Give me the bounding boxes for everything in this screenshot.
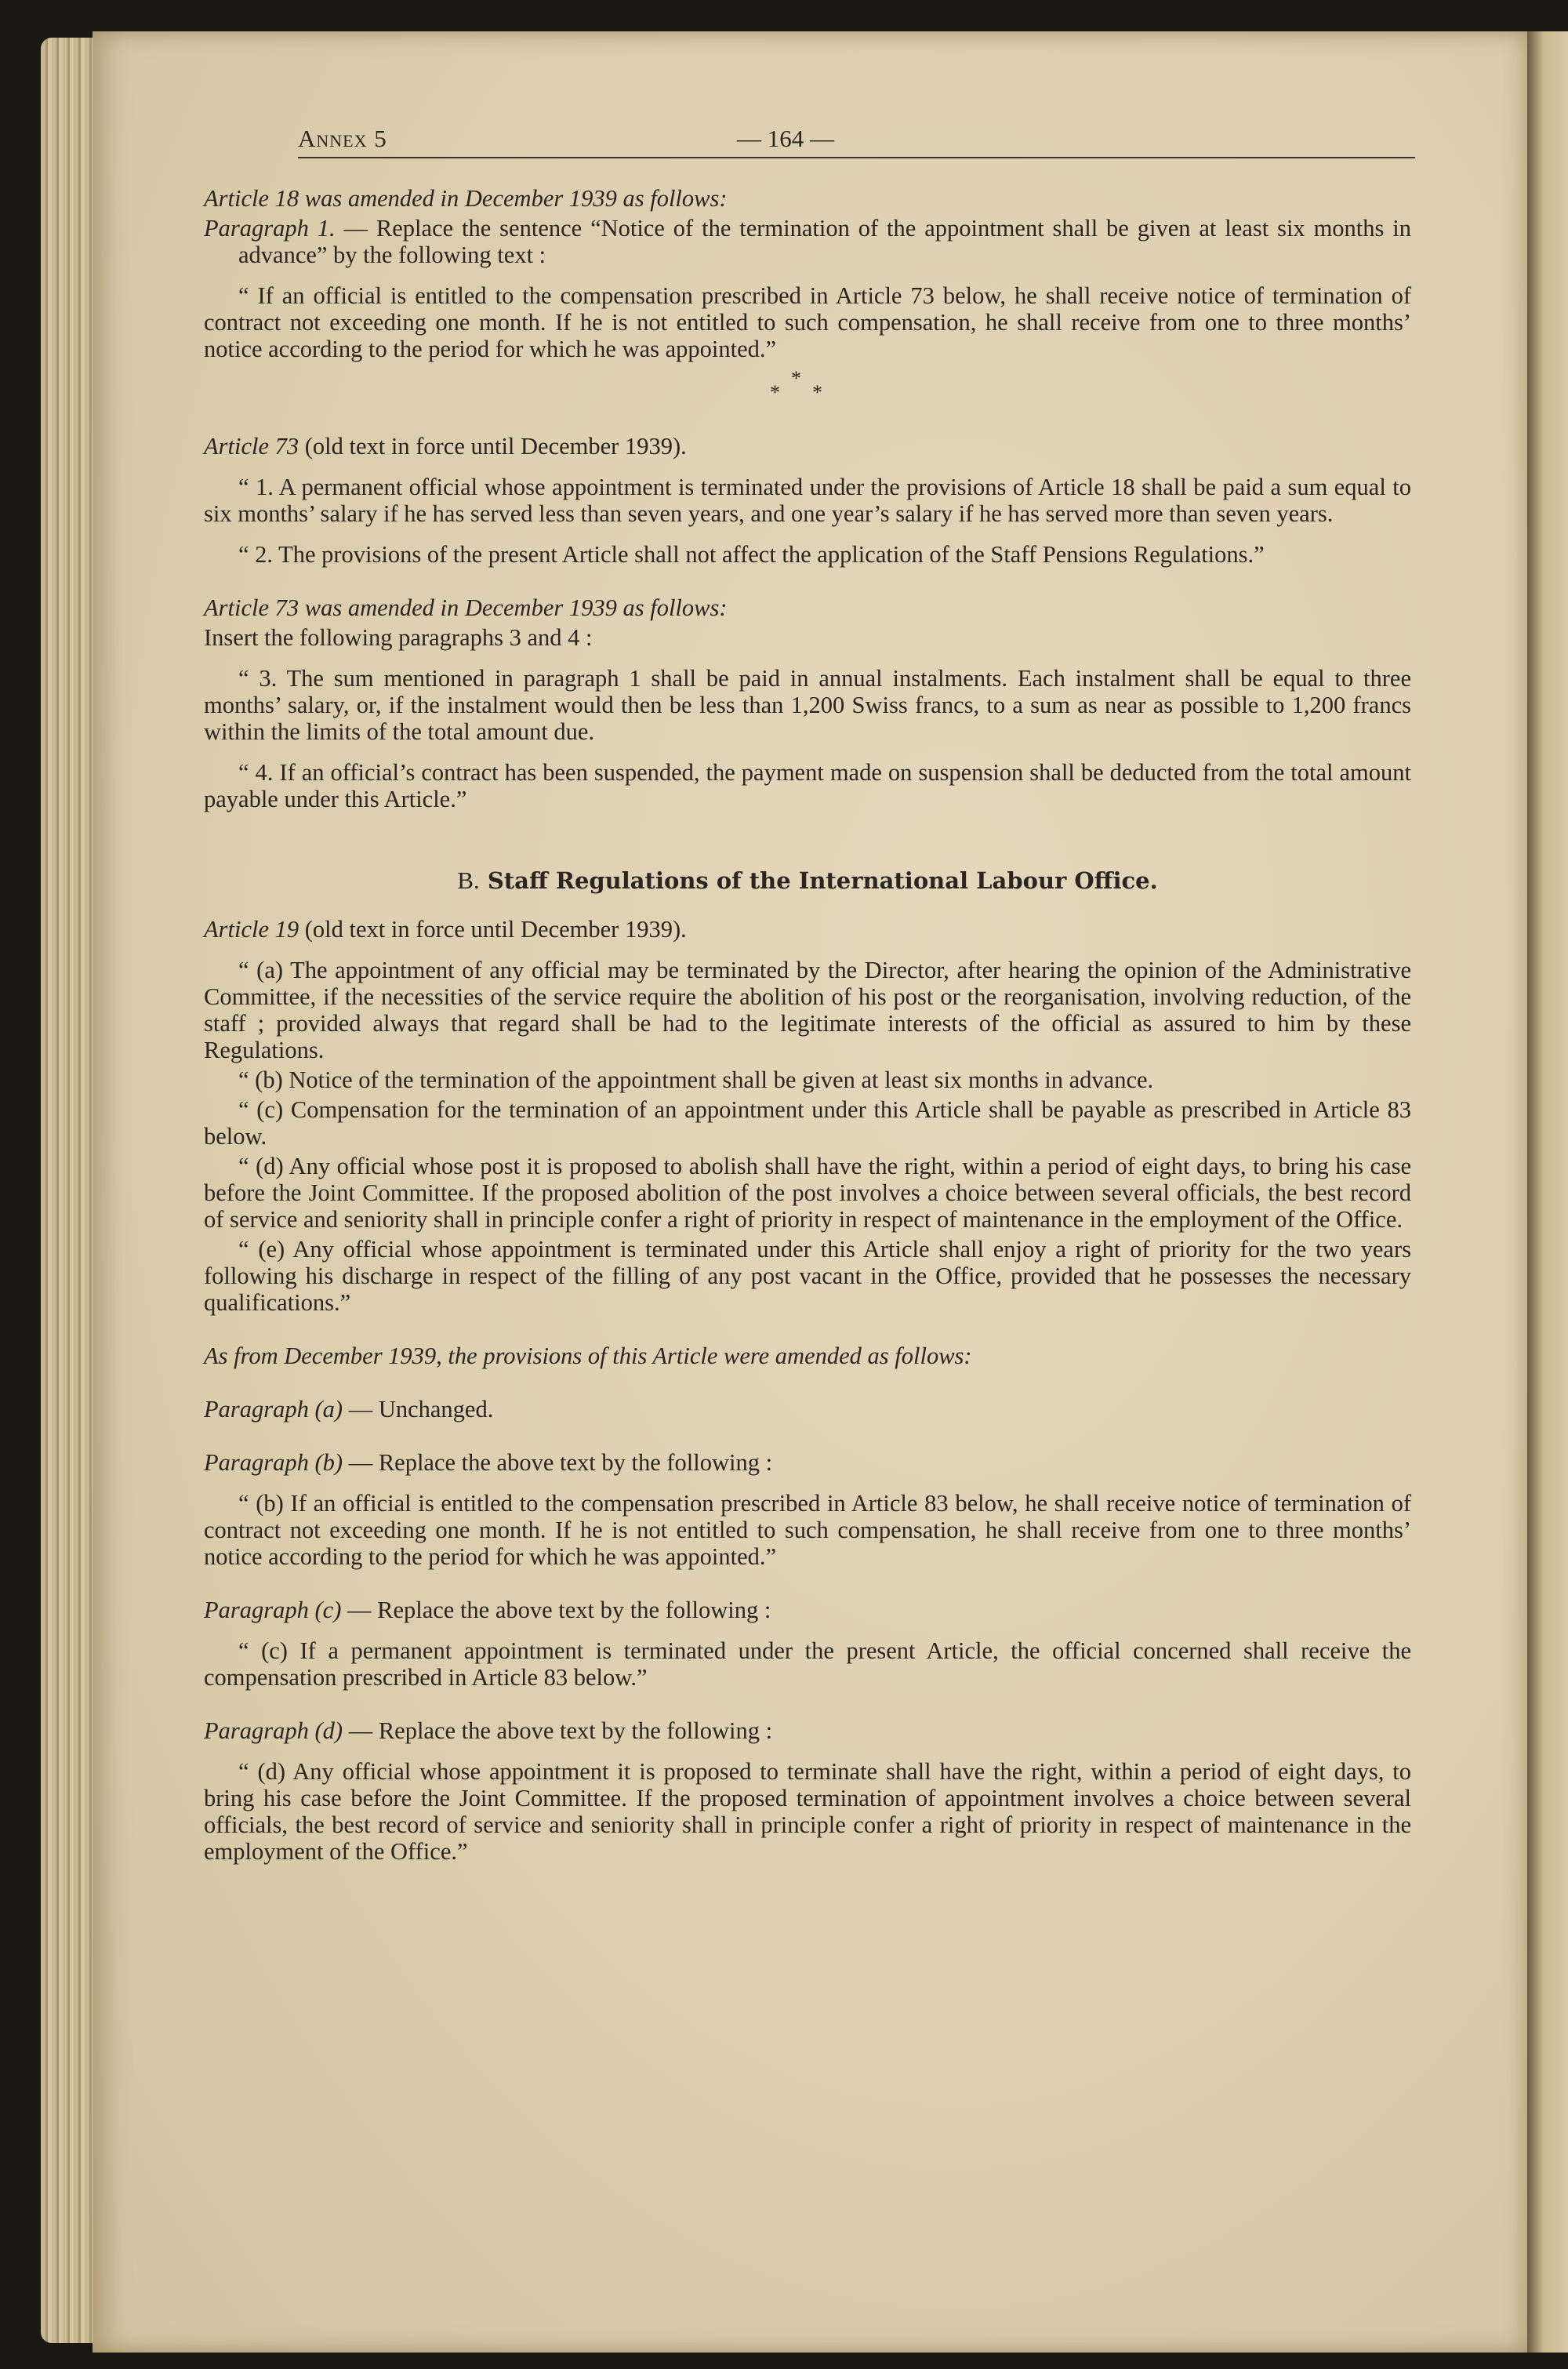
paragraph-ref: Paragraph (d) [204, 1717, 343, 1744]
quoted-text: “ (d) Any official whose post it is proposed to abolish shall have the right, within a period of eight days, to bring his case before the Joint Committee. If the proposed abolition of the post involves a choice between several officials, the best record of service and seniority shall in principle confer a right of priority in respect of maintenance in the employment of the Office. [204, 1153, 1411, 1233]
quoted-text: “ (d) Any official whose appointment it is proposed to terminate shall have the right, within a period of eight days, to bring his case before the Joint Committee. If the proposed termination of appointment involves a choice between several officials, the best record of service and seniority shall in principle confer a right of priority in respect of maintenance in the employment of the Office.” [204, 1758, 1411, 1865]
quoted-text: “ 4. If an official’s contract has been suspended, the payment made on suspension shall be deducted from the total amount payable under this Article.” [204, 759, 1411, 812]
instruction-text: — Unchanged. [343, 1396, 494, 1422]
article-ref: Article 73 [204, 433, 299, 460]
article-note: (old text in force until December 1939). [299, 433, 687, 460]
section-title: Staff Regulations of the International Labour Office. [487, 867, 1158, 894]
article-note: (old text in force until December 1939). [299, 916, 687, 943]
quoted-text: “ 2. The provisions of the present Article shall not affect the application of the Staff Pensions Regulations.” [238, 541, 1265, 568]
instruction-text: — Replace the above text by the following : [343, 1717, 773, 1744]
asterism [204, 362, 1411, 406]
quoted-text: “ 3. The sum mentioned in paragraph 1 shall be paid in annual instalments. Each instalment shall be equal to three months’ salary, or, if the instalment would then be less than 1,200 Swiss francs, to a sum as near as possible to 1,200 francs within the limits of the total amount due. [204, 665, 1411, 745]
quoted-text: “ 1. A permanent official whose appointment is terminated under the provisions of Article 18 shall be paid a sum equal to six months’ salary if he has served less than seven years, and one year’s salary if he has served more than seven years. [204, 474, 1411, 527]
quoted-text: “ (b) Notice of the termination of the appointment shall be given at least six months in advance. [238, 1066, 1154, 1093]
instruction-text: — Replace the sentence “Notice of the termination of the appointment shall be given at least six months in advance” by the following text : [238, 215, 1411, 268]
section-heading [204, 867, 1411, 894]
asterism-star: * [791, 367, 801, 390]
paragraph-instruction [204, 215, 1411, 268]
quoted-text: “ (c) If a permanent appointment is terminated under the present Article, the official concerned shall receive the compensation prescribed in Article 83 below.” [204, 1637, 1411, 1691]
paragraph-instruction [204, 1717, 1411, 1744]
instruction-text: Insert the following paragraphs 3 and 4 : [204, 624, 593, 651]
quoted-text: “ (a) The appointment of any official may be terminated by the Director, after hearing the opinion of the Administrative Committee, if the necessities of the service require the abolition of his post or the reorganisation, involving reduction, of the staff ; provided always that regard shall be had to the legitimate interests of the official as assured to him by these Regulations. [204, 957, 1411, 1063]
page-number: — 164 — [737, 125, 834, 152]
quoted-text: “ (c) Compensation for the termination of an appointment under this Article shall be payable as prescribed in Article 83 below. [204, 1096, 1411, 1150]
quoted-text: “ If an official is entitled to the compensation prescribed in Article 73 below, he shall receive notice of termination of contract not exceeding one month. If he is not entitled to such compensation, he shall receive from one to three months’ notice according to the period for which he was appointed.” [204, 282, 1411, 362]
amendment-heading: Article 73 was amended in December 1939 as follows: [204, 594, 728, 621]
paragraph-ref: Paragraph (a) [204, 1396, 343, 1422]
running-header [298, 118, 1415, 158]
article-ref: Article 19 [204, 916, 299, 943]
paragraph-ref: Paragraph (c) [204, 1597, 342, 1623]
quoted-text: “ (e) Any official whose appointment is terminated under this Article shall enjoy a right of priority for the two years following his discharge in respect of the filling of any post vacant in the Office, provided that he possesses the necessary qualifications.” [204, 1236, 1411, 1316]
article-heading [204, 916, 1411, 943]
page-content [204, 118, 1411, 1865]
asterism-star: * [812, 381, 822, 404]
paragraph-instruction [204, 1597, 1411, 1623]
instruction-text: — Replace the above text by the following : [341, 1597, 771, 1623]
annex-label: Annex 5 [298, 125, 387, 152]
paragraph-ref: Paragraph 1. [204, 215, 336, 242]
article-heading [204, 433, 1411, 460]
next-page-edge [1527, 31, 1568, 2353]
instruction-text: — Replace the above text by the following : [343, 1449, 773, 1476]
paragraph-instruction [204, 1449, 1411, 1476]
paragraph-instruction [204, 1396, 1411, 1422]
section-letter: B. [457, 867, 480, 894]
paragraph-ref: Paragraph (b) [204, 1449, 343, 1476]
amendment-heading: As from December 1939, the provisions of this Article were amended as follows: [204, 1343, 972, 1369]
quoted-text: “ (b) If an official is entitled to the compensation prescribed in Article 83 below, he shall receive notice of termination of contract not exceeding one month. If he is not entitled to such compensation, he shall receive from one to three months’ notice according to the period for which he was appointed.” [204, 1490, 1411, 1570]
amendment-heading: Article 18 was amended in December 1939 as follows: [204, 185, 728, 212]
asterism-star: * [770, 381, 780, 404]
